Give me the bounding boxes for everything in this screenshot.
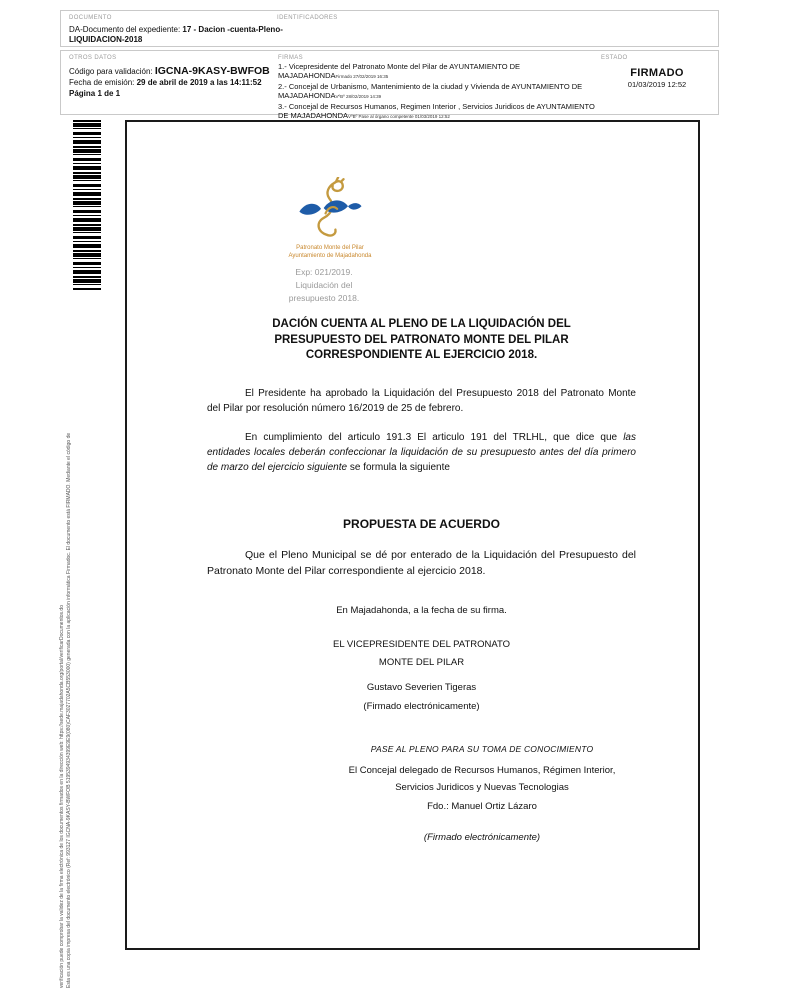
exp-line: presupuesto 2018. (288, 293, 360, 303)
estado-section (601, 55, 713, 89)
exp-line: Liquidación del (295, 280, 353, 290)
codigo-label: Código para validación: (69, 67, 155, 76)
exp-line: Exp: 021/2019. (295, 267, 353, 277)
identificadores-section (277, 15, 477, 21)
status-datetime: 01/03/2019 12:52 (627, 80, 687, 89)
firma-note: VºBº 28/02/2019 14:39 (335, 94, 382, 99)
fecha-emision (69, 78, 274, 88)
signer2-name: Fdo.: Manuel Ortiz Lázaro (427, 800, 537, 812)
signer1-esignature-note: (Firmado electrónicamente) (363, 700, 480, 712)
otros-datos-label: OTROS DATOS (69, 55, 117, 61)
verification-text-line1: Esta es una copia impresa del documento electrónico (Ref: 993127 IGCNA-9KASY-BWFOB 5195394934399E9E9(080)CAF3027702A5CB553000) generada con la aplicación informática Firmadoc. El documento está FIRMADO. Mediante el código de (66, 432, 72, 988)
barcode (73, 120, 101, 290)
paragraph-3: Que el Pleno Municipal se dé por enterado de la Liquidación del Presupuesto del Patronato Monte del Pilar correspondiente al ejercicio 2018. (207, 548, 636, 577)
document-page (125, 120, 700, 950)
document-title: DACIÓN CUENTA AL PLENO DE LA LIQUIDACIÓN DEL PRESUPUESTO DEL PATRONATO MONTE DEL PILAR CORRESPONDIENTE AL EJERCICIO 2018. (272, 318, 571, 361)
verification-sidebar (59, 388, 73, 988)
proposal-heading: PROPUESTA DE ACUERDO (343, 516, 500, 531)
expediente-reference (229, 266, 419, 305)
signer2-esignature-note: (Firmado electrónicamente) (423, 831, 541, 843)
pase-block (332, 744, 632, 843)
fecha-value: 29 de abril de 2019 a las 14:11:52 (136, 78, 262, 87)
identificadores-label: IDENTIFICADORES (277, 15, 338, 21)
codigo-value: IGCNA-9KASY-BWFOB (154, 65, 270, 77)
signer1-name: Gustavo Severien Tigeras (366, 681, 477, 693)
logo-block (235, 177, 425, 260)
status-badge: FIRMADO (630, 67, 684, 79)
place-and-date-line: En Majadahonda, a la fecha de su firma. (336, 604, 507, 616)
documento-name: 17 - Dacion -cuenta-Pleno-LIQUIDACION-2018 (69, 25, 283, 44)
logo-caption-line1: Patronato Monte del Pilar (296, 245, 364, 251)
verification-text-line2: verificación puede comprobar la validez de la firma electrónica de los documentos firmados en la dirección web: https://sede.majadahonda.org/portal/verificarDocumentos.do (59, 605, 65, 988)
signer1-title: EL VICEPRESIDENTE DEL PATRONATO MONTE DEL PILAR (332, 638, 511, 668)
codigo-validacion (69, 66, 274, 77)
documento-label: DOCUMENTO (69, 15, 112, 21)
estado-label: ESTADO (601, 55, 628, 61)
firma-item: 3.- Concejal de Recursos Humanos, Regimen Interior , Servicios Juridicos de AYUNTAMIENTO DE MAJADAHONDAVºBº Pase al órgano competente 01/03/2019 12:52 (278, 102, 595, 120)
cited-text: las entidades locales deberán confeccionar la liquidación de su presupuesto antes del día primero de marzo del ejercicio siguiente (207, 431, 636, 473)
firmas-section (278, 55, 596, 121)
documento-prefix: DA-Documento del expediente: (69, 25, 183, 34)
logo-caption-line2: Ayuntamiento de Majadahonda (288, 253, 372, 259)
pase-line: PASE AL PLENO PARA SU TOMA DE CONOCIMIENTO (370, 743, 594, 754)
paragraph-1: El Presidente ha aprobado la Liquidación del Presupuesto 2018 del Patronato Monte del Pilar por resolución número 16/2019 de 25 de febrero. (207, 387, 636, 414)
otros-datos-section (69, 55, 274, 99)
firma-item: 2.- Concejal de Urbanismo, Mantenimiento de la ciudad y Vivienda de AYUNTAMIENTO DE MAJADAHONDAVºBº 28/02/2019 14:39 (278, 82, 583, 100)
header-box-meta (60, 50, 719, 120)
pagina-indicator: Página 1 de 1 (69, 89, 121, 98)
fecha-label: Fecha de emisión: (69, 78, 137, 87)
paragraph-2: En cumplimiento del articulo 191.3 El articulo 191 del TRLHL, que dice que las entidades locales deberán confeccionar la liquidación de su presupuesto antes del día primero de marzo del ejercicio siguiente se formula la siguiente (207, 431, 636, 473)
firma-note: Firmado 27/02/2019 16:35 (335, 74, 389, 79)
patronato-logo-icon (294, 177, 366, 239)
documento-text (69, 25, 319, 45)
header-box-documento (60, 10, 719, 47)
signer2-title: El Concejal delegado de Recursos Humanos, Régimen Interior, Servicios Juridicos y Nuevas Tecnologias (348, 764, 616, 793)
firmas-label: FIRMAS (278, 55, 304, 61)
firma-note: VºBº Pase al órgano competente 01/03/2019 12:52 (348, 114, 450, 119)
firma-item: 1.- Vicepresidente del Patronato Monte del Pilar de AYUNTAMIENTO DE MAJADAHONDAFirmado 27/02/2019 16:35 (278, 62, 521, 80)
